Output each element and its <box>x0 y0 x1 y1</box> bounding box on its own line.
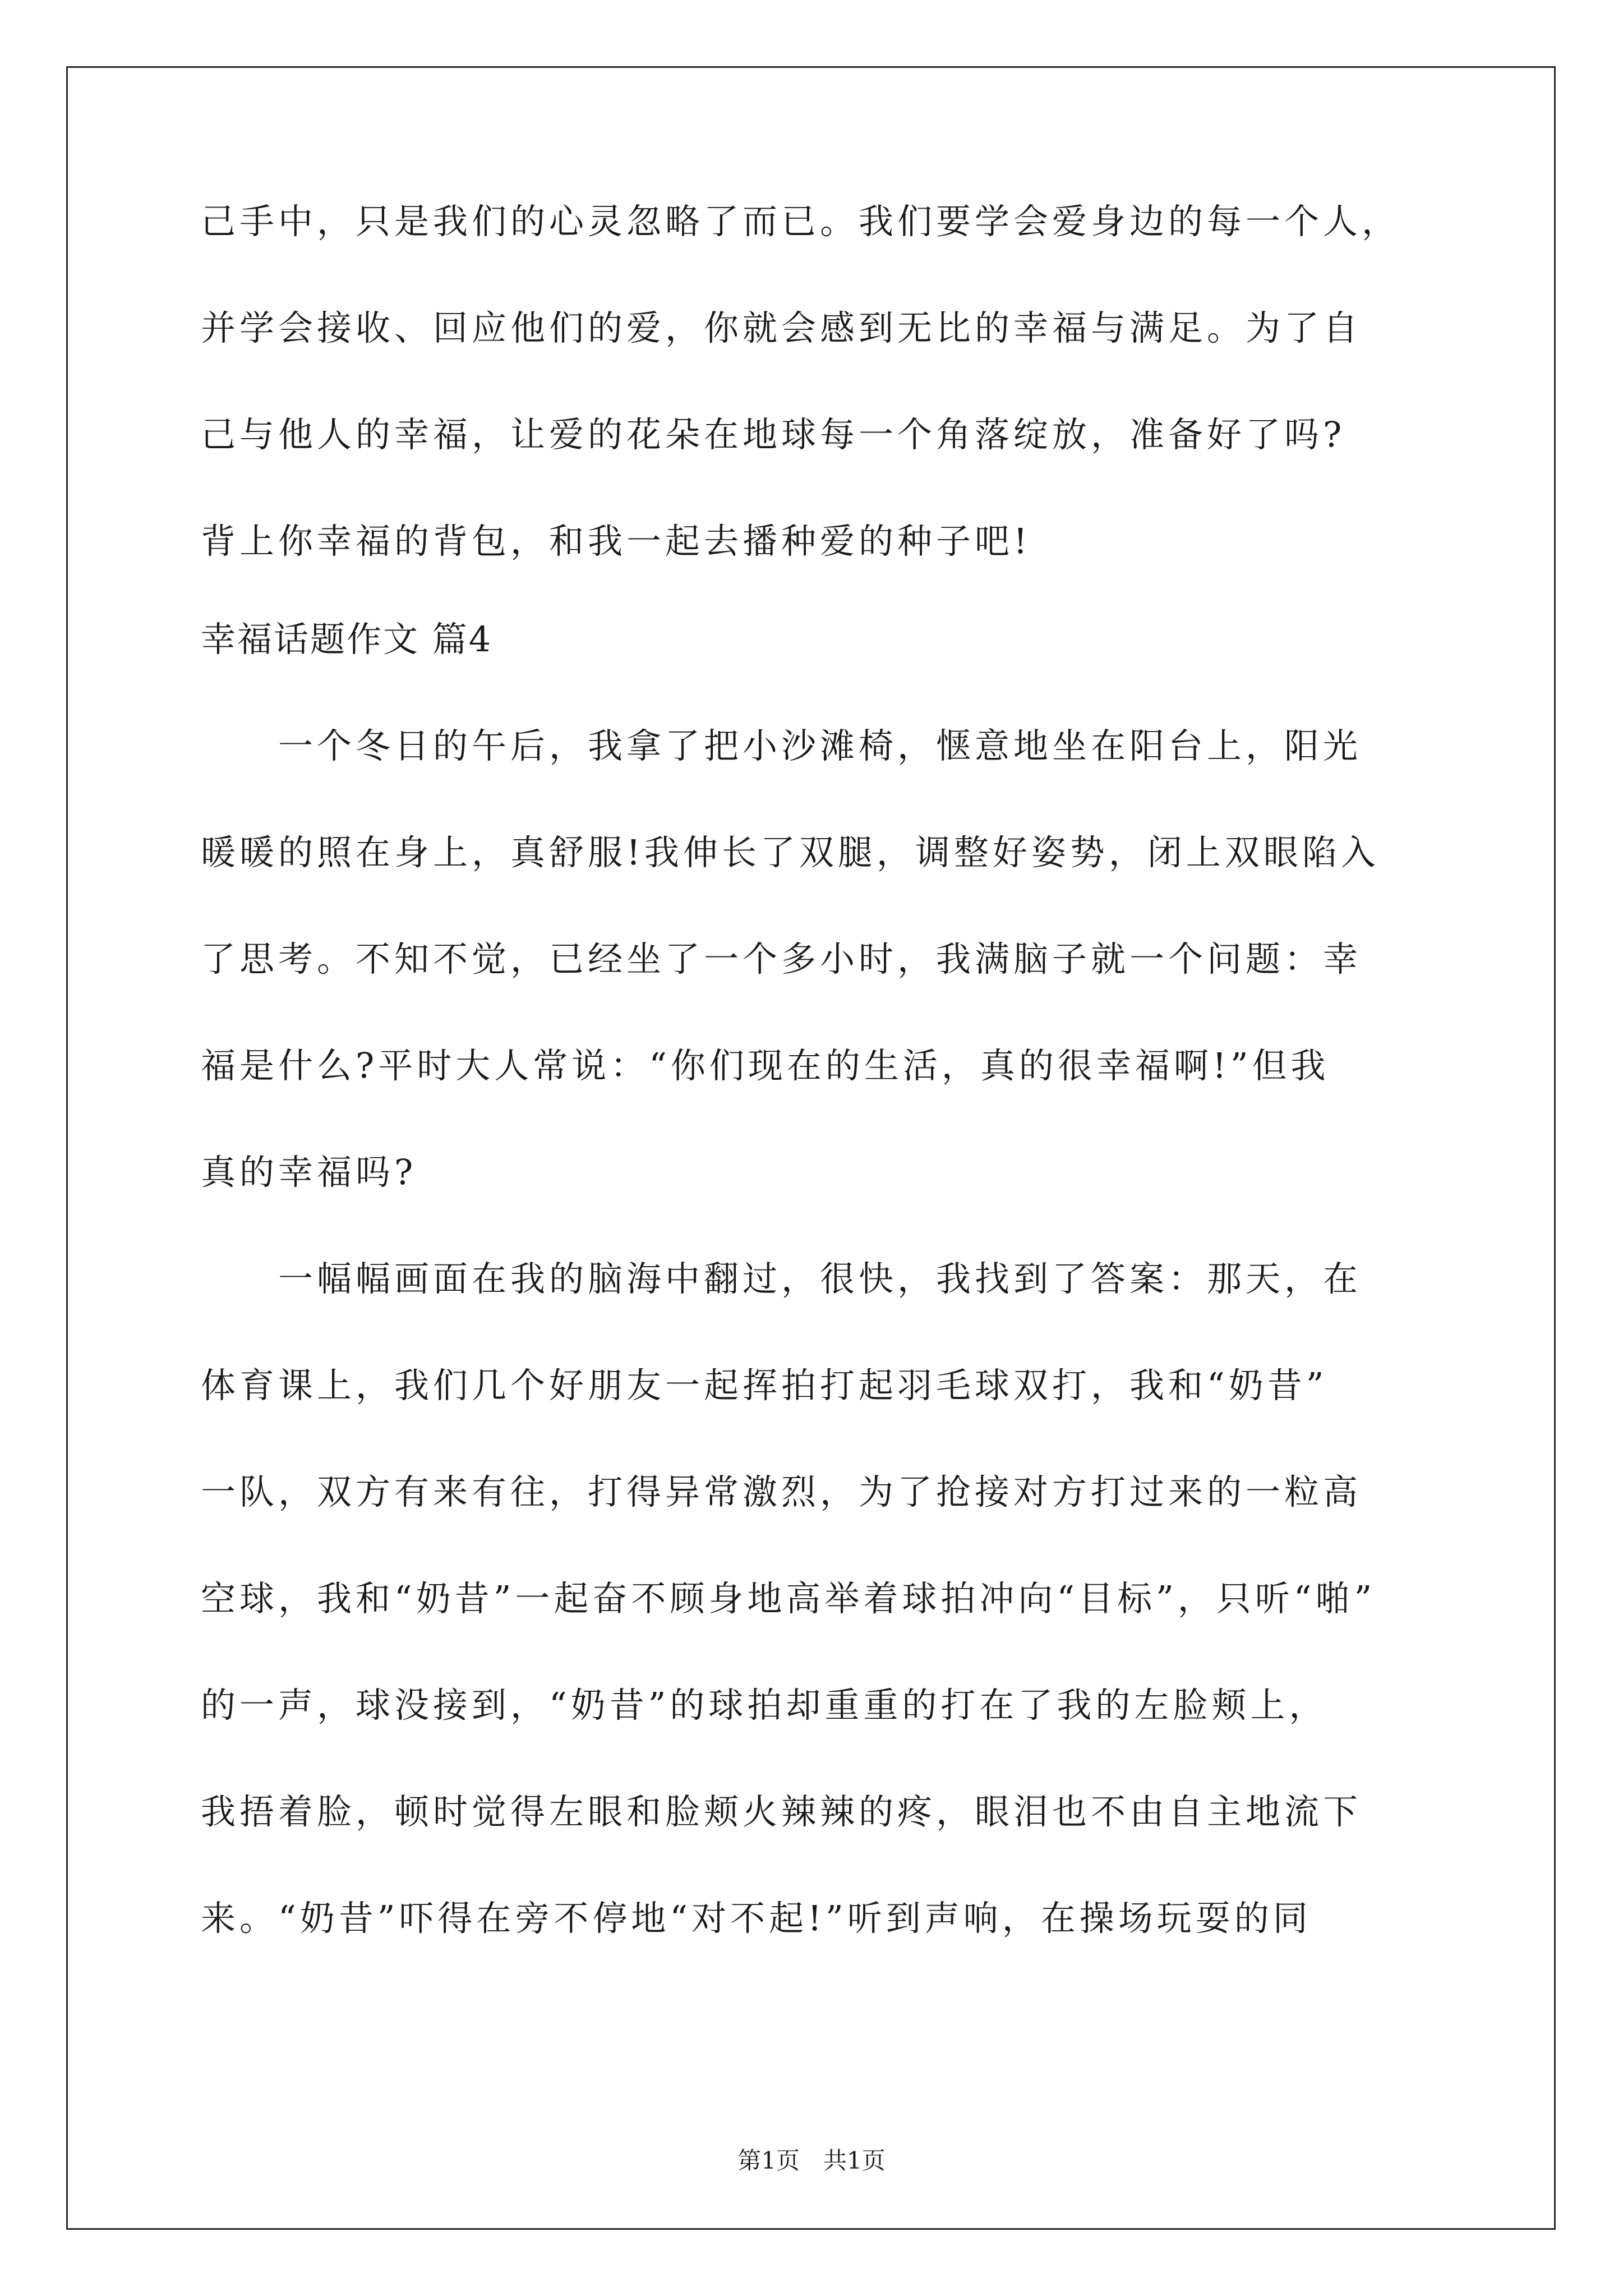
text-line: 了思考。不知不觉，已经坐了一个多小时，我满脑子就一个问题：幸 <box>201 938 1362 979</box>
text-line: 一幅幅画面在我的脑海中翻过，很快，我找到了答案：那天，在 <box>201 1258 1362 1299</box>
text-line: 的一声，球没接到，“奶昔”的球拍却重重的打在了我的左脸颊上， <box>201 1685 1328 1726</box>
text-line: 一个冬日的午后，我拿了把小沙滩椅，惬意地坐在阳台上，阳光 <box>201 725 1362 766</box>
text-line: 体育课上，我们几个好朋友一起挥拍打起羽毛球双打，我和“奶昔” <box>201 1365 1328 1406</box>
text-line: 己与他人的幸福，让爱的花朵在地球每一个角落绽放，准备好了吗? <box>201 414 1346 455</box>
text-line: 暖暖的照在身上，真舒服!我伸长了双腿，调整好姿势，闭上双眼陷入 <box>201 832 1380 873</box>
text-line: 我捂着脸，顿时觉得左眼和脸颊火辣辣的疼，眼泪也不由自主地流下 <box>201 1791 1362 1832</box>
text-line: 背上你幸福的背包，和我一起去播种爱的种子吧! <box>201 521 1031 562</box>
text-line: 福是什么?平时大人常说：“你们现在的生活，真的很幸福啊!”但我 <box>201 1045 1330 1086</box>
text-line: 一队，双方有来有往，打得异常激烈，为了抢接对方打过来的一粒高 <box>201 1471 1362 1512</box>
text-line: 来。“奶昔”吓得在旁不停地“对不起!”听到声响，在操场玩耍的同 <box>201 1898 1312 1939</box>
page-number-footer: 第1页 共1页 <box>737 2147 886 2174</box>
text-line: 真的幸福吗? <box>201 1152 417 1193</box>
text-line: 己手中，只是我们的心灵忽略了而已。我们要学会爱身边的每一个人， <box>201 201 1401 242</box>
section-heading: 幸福话题作文 篇4 <box>201 619 493 660</box>
text-line: 并学会接收、回应他们的爱，你就会感到无比的幸福与满足。为了自 <box>201 307 1362 348</box>
text-line: 空球，我和“奶昔”一起奋不顾身地高举着球拍冲向“目标”，只听“啪” <box>201 1578 1376 1619</box>
